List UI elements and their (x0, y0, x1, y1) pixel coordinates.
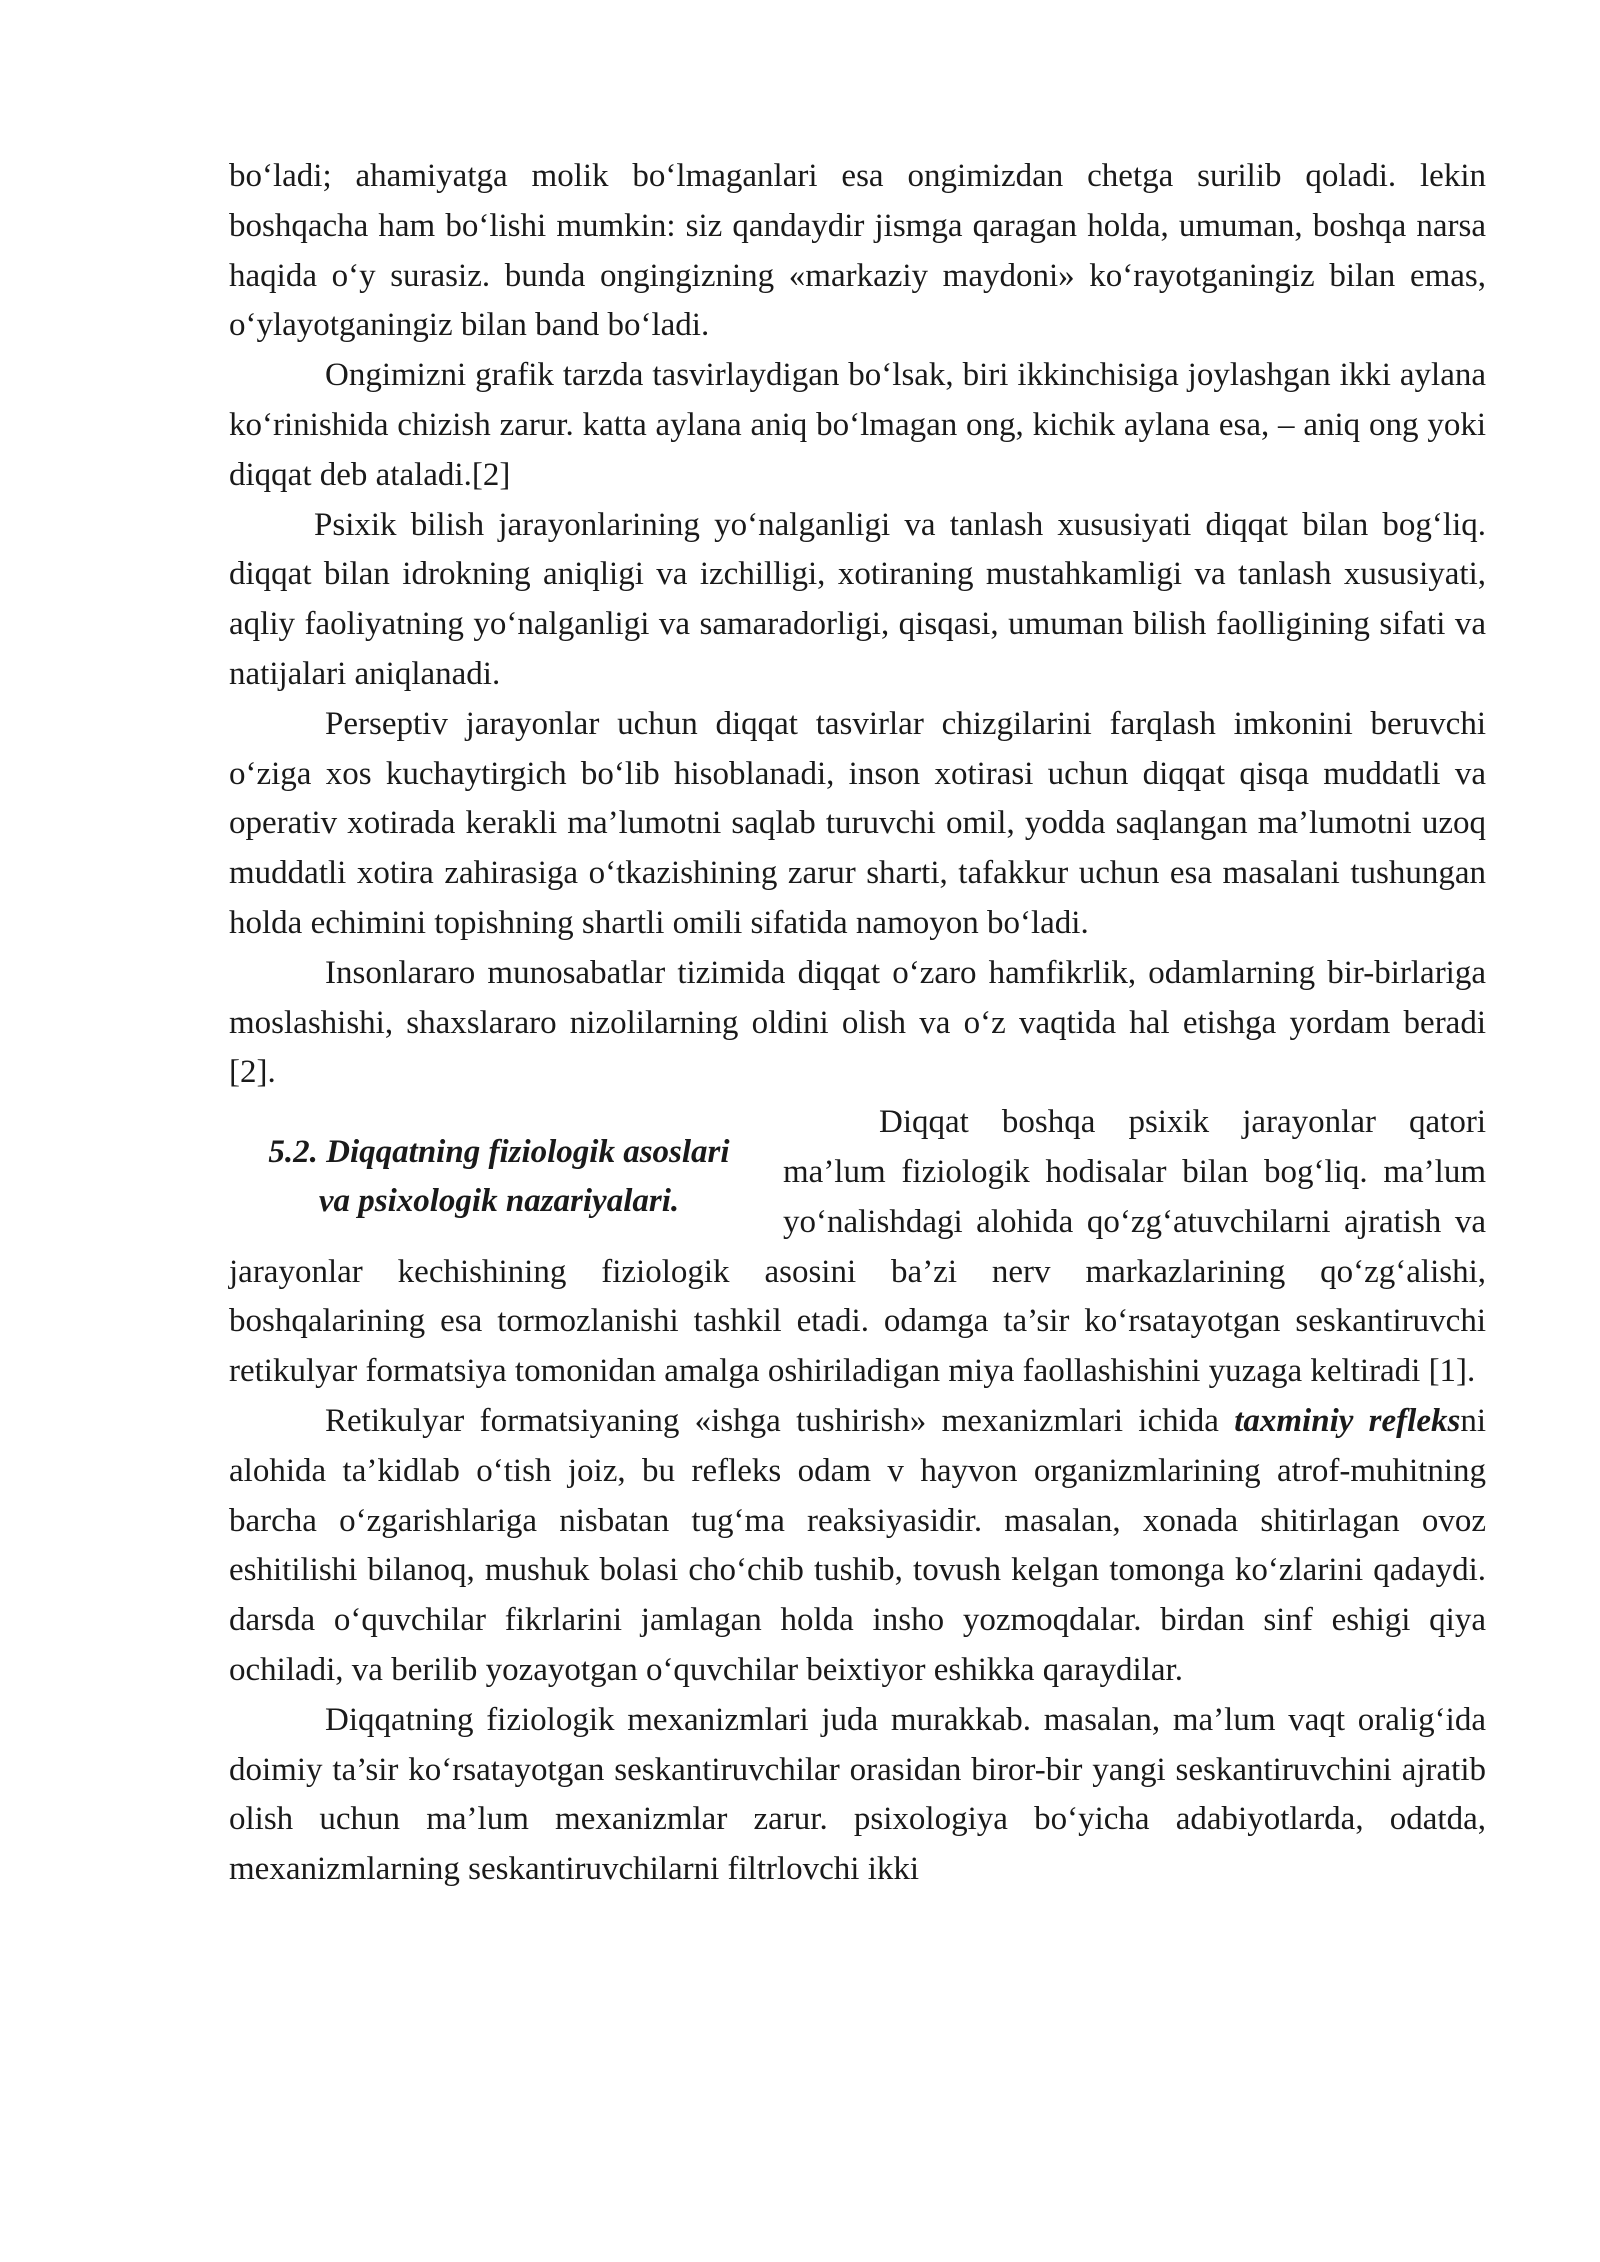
section-heading (229, 1128, 769, 1226)
section-title-line-1: Diqqatning fiziologik asoslari (326, 1134, 730, 1171)
paragraph-1: bo‘ladi; ahamiyatga molik bo‘lmaganlari esa ongimizdan chetga surilib qoladi. lekin boshqacha ham bo‘lishi mumkin: siz qandaydir jismga qaragan holda, umuman, boshqa narsa haqida o‘y surasiz. bunda ongingizning «markaziy maydoni» ko‘rayotganingiz bilan emas, o‘ylayotganingiz bilan band bo‘ladi. (229, 158, 1486, 344)
section-heading-line-1: 5.2. Diqqatning fiziologik asoslari (268, 1134, 730, 1171)
term-taxminiy-refleks: taxminiy refleks (1234, 1402, 1461, 1439)
section-title-line-2: va psixologik nazariyalari. (318, 1183, 680, 1220)
paragraph-8: Diqqatning fiziologik mexanizmlari juda murakkab. masalan, ma’lum vaqt oralig‘ida doimiy ta’sir ko‘rsatayotgan seskantiruvchilar orasidan biror-bir yangi seskantiruvchini ajratib olish uchun ma’lum mexanizmlar zarur. psixologiya bo‘yicha adabiyotlarda, odatda, mexanizmlarning seskantiruvchilarni filtrlovchi ikki (229, 1701, 1486, 1888)
paragraph-3: Psixik bilish jarayonlarining yo‘nalganligi va tanlash xususiyati diqqat bilan bog‘liq. diqqat bilan idrokning aniqligi va izchilligi, xotiraning mustahkamligi va tanlash xususiyati, aqliy faoliyatning yo‘nalganligi va samaradorligi, qisqasi, umuman bilish faolligining sifati va natijalari aniqlanadi. (229, 506, 1486, 692)
paragraph-5: Insonlararo munosabatlar tizimida diqqat o‘zaro hamfikrlik, odamlarning bir-birlariga moslashishi, shaxslararo nizolilarning oldini olish va o‘z vaqtida hal etishga yordam beradi [2]. (229, 954, 1486, 1091)
paragraph-7 (229, 1397, 1486, 1696)
paragraph-2: Ongimizni grafik tarzda tasvirlaydigan bo‘lsak, biri ikkinchisiga joylashgan ikki aylana ko‘rinishida chizish zarur. katta aylana aniq bo‘lmagan ong, kichik aylana esa, – aniq ong yoki diqqat deb ataladi.[2] (229, 357, 1486, 493)
paragraph-4: Perseptiv jarayonlar uchun diqqat tasvirlar chizgilarini farqlash imkonini beruvchi o‘ziga xos kuchaytirgich bo‘lib hisoblanadi, inson xotirasi uchun diqqat qisqa muddatli va operativ xotirada kerakli ma’lumotni saqlab turuvchi omil, yodda saqlangan ma’lumotni uzoq muddatli xotira zahirasiga o‘tkazishining zarur sharti, tafakkur uchun esa masalani tushungan holda echimini topishning shartli omili sifatida namoyon bo‘ladi. (229, 705, 1486, 941)
paragraph-7-start: Retikulyar formatsiyaning «ishga tushirish» mexanizmlari ichida (325, 1402, 1235, 1439)
paragraph-6: Diqqat boshqa psixik jarayonlar qatori ma’lum fiziologik hodisalar bilan bog‘liq. ma’lum yo‘nalishdagi alohida qo‘zg‘atuvchilarni ajratish va jarayonlar kechishining fiziologik asosini ba’zi nerv markazlarining qo‘zg‘alishi, boshqalarining esa tormozlanishi tashkil etadi. odamga ta’sir ko‘rsatayotgan seskantiruvchi retikulyar formatsiya tomonidan amalga oshiriladigan miya faollashishini yuzaga keltiradi [1]. (229, 1104, 1486, 1390)
section-block (229, 1098, 1486, 1397)
section-number: 5.2 (268, 1134, 310, 1171)
paragraph-7-rest: ni alohida ta’kidlab o‘tish joiz, bu refleks odam v hayvon organizmlarining atrof-muhitning barcha o‘zgarishlariga nisbatan tug‘ma reaksiyasidir. masalan, xonada shitirlagan ovoz eshitilishi bilanoq, mushuk bolasi cho‘chib tushib, tovush kelgan tomonga ko‘zlarini qadaydi. darsda o‘quvchilar fikrlarini jamlagan holda insho yozmoqdalar. birdan sinf eshigi qiya ochiladi, va berilib yozayotgan o‘quvchilar beixtiyor eshikka qaraydilar. (229, 1402, 1486, 1688)
body-text (229, 152, 1486, 1895)
